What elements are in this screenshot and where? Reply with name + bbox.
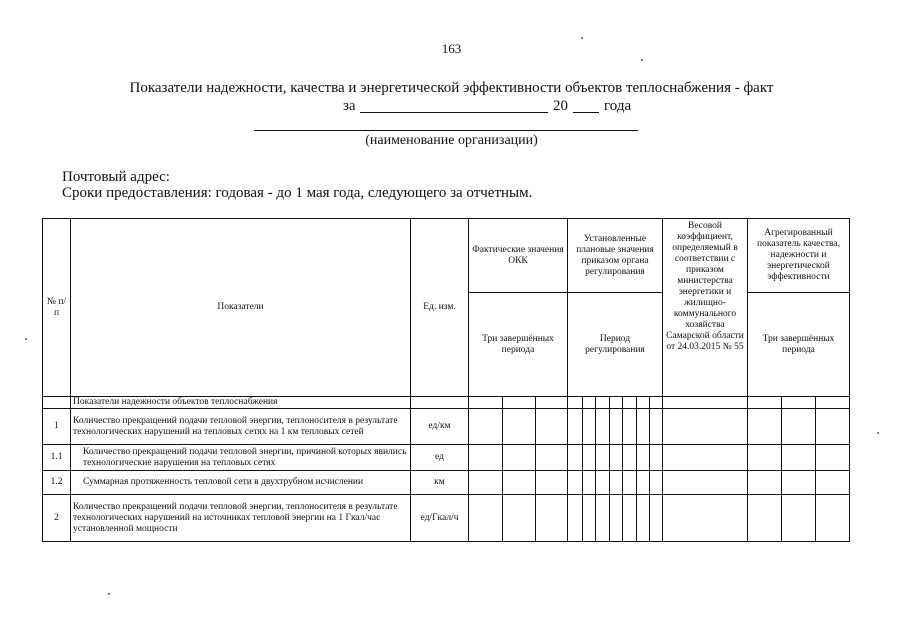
table-row [43, 471, 850, 495]
indicators-table [42, 218, 850, 542]
empty-cell [816, 471, 850, 495]
row-indicator: Суммарная протяженность тепловой сети в двухтрубном исчислении [71, 471, 411, 495]
scan-speck [108, 593, 110, 595]
organization-blank-line [254, 130, 638, 131]
year-blank [573, 112, 599, 113]
row-num: 1.2 [43, 471, 71, 495]
scan-speck [581, 37, 583, 39]
empty-cell [596, 397, 610, 409]
header-indicators: Показатели [71, 219, 411, 397]
empty-cell [596, 471, 610, 495]
empty-cell [503, 495, 536, 542]
header-unit: Ед. изм. [411, 219, 469, 397]
row-indicator: Количество прекращений подачи тепловой энергии, теплоносителя в результате технологических нарушений на источниках тепловой энергии на 1 Гкал/час установленной мощности [71, 495, 411, 542]
empty-cell [782, 397, 816, 409]
empty-cell [596, 445, 610, 471]
empty-cell [610, 397, 623, 409]
empty-cell [536, 495, 568, 542]
empty-cell [469, 445, 503, 471]
empty-cell [568, 495, 583, 542]
period-prefix: за [343, 98, 356, 114]
empty-cell [637, 409, 650, 445]
header-regulation-period: Период регулирования [568, 293, 663, 397]
empty-cell [623, 471, 637, 495]
page-number: 163 [441, 41, 462, 56]
empty-cell [637, 495, 650, 542]
empty-cell [782, 495, 816, 542]
header-three-periods: Три завершённых периода [469, 293, 568, 397]
period-suffix: года [604, 98, 632, 114]
empty-cell [623, 495, 637, 542]
row-unit: ед [411, 445, 469, 471]
empty-cell [637, 445, 650, 471]
empty-cell [536, 471, 568, 495]
empty-cell [748, 495, 782, 542]
section-num-cell [43, 397, 71, 409]
row-unit: ед/Гкал/ч [411, 495, 469, 542]
postal-address-label: Почтовый адрес: [62, 169, 170, 185]
row-num: 2 [43, 495, 71, 542]
empty-cell [610, 409, 623, 445]
empty-cell [782, 445, 816, 471]
empty-cell [469, 409, 503, 445]
empty-cell [469, 397, 503, 409]
empty-cell [663, 495, 748, 542]
empty-cell [583, 409, 596, 445]
empty-cell [663, 471, 748, 495]
empty-cell [568, 471, 583, 495]
table-row [43, 409, 850, 445]
empty-cell [748, 397, 782, 409]
section-title: Показатели надежности объектов теплоснабжения [71, 397, 411, 409]
empty-cell [748, 409, 782, 445]
header-aggregated-indicator: Агрегированный показатель качества, надежности и энергетической эффективности [748, 219, 850, 293]
empty-cell [596, 409, 610, 445]
empty-cell [650, 445, 663, 471]
year-prefix: 20 [553, 98, 568, 114]
period-blank [360, 112, 548, 113]
empty-cell [469, 471, 503, 495]
organization-caption: (наименование организации) [365, 133, 538, 148]
empty-cell [650, 495, 663, 542]
header-planned-values: Установленные плановые значения приказом органа регулирования [568, 219, 663, 293]
table-row [43, 495, 850, 542]
empty-cell [583, 445, 596, 471]
empty-cell [596, 495, 610, 542]
empty-cell [503, 471, 536, 495]
empty-cell [411, 397, 469, 409]
empty-cell [610, 495, 623, 542]
empty-cell [503, 397, 536, 409]
empty-cell [623, 397, 637, 409]
empty-cell [816, 409, 850, 445]
header-three-periods-aggregated: Три завершённых периода [748, 293, 850, 397]
header-weight-coefficient: Весовой коэффициент, определяемый в соответствии с приказом министерства энергетики и жилищно-коммунального хозяйства Самарской области от 24.03.2015 № 55 [663, 219, 748, 397]
empty-cell [583, 495, 596, 542]
row-num: 1 [43, 409, 71, 445]
empty-cell [663, 409, 748, 445]
row-unit: км [411, 471, 469, 495]
row-unit: ед/км [411, 409, 469, 445]
empty-cell [536, 397, 568, 409]
document-title: Показатели надежности, качества и энергетической эффективности объектов теплоснабжения - факт [129, 80, 774, 96]
empty-cell [583, 471, 596, 495]
header-num: № п/п [43, 219, 71, 397]
empty-cell [610, 471, 623, 495]
empty-cell [568, 409, 583, 445]
row-num: 1.1 [43, 445, 71, 471]
empty-cell [650, 397, 663, 409]
scan-speck [25, 338, 27, 340]
empty-cell [610, 445, 623, 471]
empty-cell [469, 495, 503, 542]
empty-cell [663, 397, 748, 409]
empty-cell [503, 445, 536, 471]
empty-cell [583, 397, 596, 409]
empty-cell [650, 409, 663, 445]
header-actual-values: Фактические значения ОКК [469, 219, 568, 293]
empty-cell [663, 445, 748, 471]
empty-cell [650, 471, 663, 495]
scan-speck [641, 59, 643, 61]
table-row [43, 445, 850, 471]
empty-cell [782, 409, 816, 445]
submission-terms: Сроки предоставления: годовая - до 1 мая года, следующего за отчетным. [62, 185, 533, 201]
empty-cell [816, 445, 850, 471]
empty-cell [536, 445, 568, 471]
empty-cell [568, 397, 583, 409]
scan-speck [877, 432, 879, 434]
row-indicator: Количество прекращений подачи тепловой энергии, причиной которых явились технологические нарушения на тепловых сетях [71, 445, 411, 471]
empty-cell [503, 409, 536, 445]
empty-cell [816, 397, 850, 409]
empty-cell [637, 471, 650, 495]
empty-cell [623, 445, 637, 471]
row-indicator: Количество прекращений подачи тепловой энергии, теплоносителя в результате технологических нарушений на тепловых сетях на 1 км тепловых сетей [71, 409, 411, 445]
empty-cell [637, 397, 650, 409]
empty-cell [568, 445, 583, 471]
empty-cell [782, 471, 816, 495]
empty-cell [748, 471, 782, 495]
empty-cell [748, 445, 782, 471]
empty-cell [623, 409, 637, 445]
empty-cell [536, 409, 568, 445]
empty-cell [816, 495, 850, 542]
